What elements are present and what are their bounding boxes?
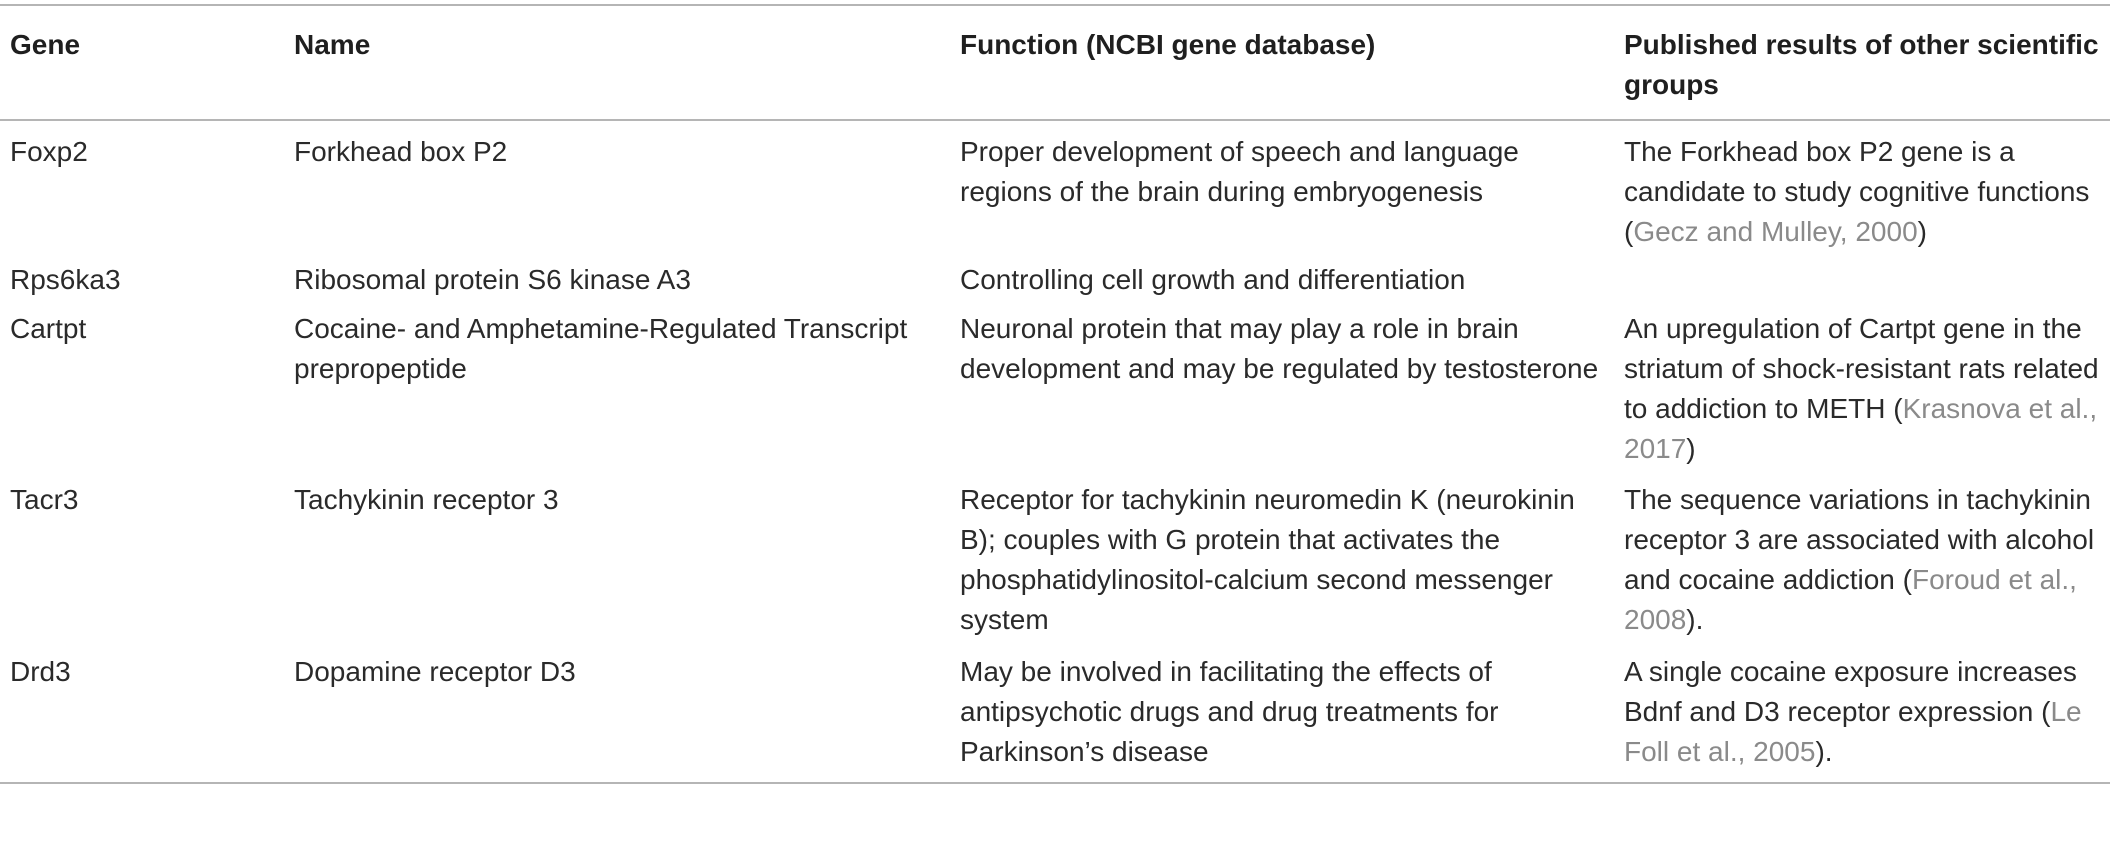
header-gene: Gene (10, 29, 81, 60)
table-row (0, 252, 2110, 300)
published-text: The Forkhead box P2 gene is a candidate to study cognitive functions ( (1624, 136, 2090, 247)
cell-function: Receptor for tachykinin neuromedin K (neurokinin B); couples with G protein that activates the phosphatidylinositol-calcium second messenger system (960, 484, 1575, 635)
cell-published (1614, 120, 2110, 252)
published-text: The sequence variations in tachykinin receptor 3 are associated with alcohol and cocaine addiction ( (1624, 484, 2095, 595)
table-body (0, 120, 2110, 783)
cell-gene: Cartpt (10, 313, 87, 344)
citation-link[interactable]: Gecz and Mulley, 2000 (1633, 216, 1918, 247)
cell-gene: Foxp2 (10, 136, 88, 167)
table-header (0, 5, 2110, 120)
cell-function: Proper development of speech and language regions of the brain during embryogenesis (960, 136, 1519, 207)
cell-published (1614, 252, 2110, 300)
header-function: Function (NCBI gene database) (960, 29, 1376, 60)
cell-published (1614, 300, 2110, 469)
cell-published (1614, 469, 2110, 640)
cell-gene: Tacr3 (10, 484, 79, 515)
published-text-end: ) (1686, 433, 1696, 464)
published-text: An upregulation of Cartpt gene in the striatum of shock-resistant rats related to addiction to METH ( (1624, 313, 2099, 424)
cell-gene: Rps6ka3 (10, 264, 121, 295)
cell-function: Neuronal protein that may play a role in brain development and may be regulated by testosterone (960, 313, 1599, 384)
cell-function: Controlling cell growth and differentiation (960, 264, 1466, 295)
cell-name: Cocaine- and Amphetamine-Regulated Transcript prepropeptide (294, 313, 908, 384)
table-row (0, 469, 2110, 640)
header-published: Published results of other scientific groups (1624, 29, 2099, 100)
cell-name: Forkhead box P2 (294, 136, 508, 167)
published-text-end: ). (1686, 604, 1704, 635)
table-row (0, 300, 2110, 469)
cell-published (1614, 640, 2110, 783)
table-row (0, 120, 2110, 252)
cell-function: May be involved in facilitating the effects of antipsychotic drugs and drug treatments for Parkinson’s disease (960, 656, 1499, 767)
published-text-end: ) (1917, 216, 1927, 247)
published-text: A single cocaine exposure increases Bdnf and D3 receptor expression ( (1624, 656, 2077, 727)
published-text-end: ). (1815, 736, 1833, 767)
cell-gene: Drd3 (10, 656, 71, 687)
citation-link[interactable]: Krasnova et al., 2017 (1624, 393, 2098, 464)
header-name: Name (294, 29, 371, 60)
cell-name: Ribosomal protein S6 kinase A3 (294, 264, 691, 295)
table-row (0, 640, 2110, 783)
citation-link[interactable]: Le Foll et al., 2005 (1624, 696, 2082, 767)
header-row (0, 5, 2110, 120)
gene-table (0, 4, 2110, 784)
cell-name: Dopamine receptor D3 (294, 656, 576, 687)
cell-name: Tachykinin receptor 3 (294, 484, 559, 515)
citation-link[interactable]: Foroud et al., 2008 (1624, 564, 2077, 635)
